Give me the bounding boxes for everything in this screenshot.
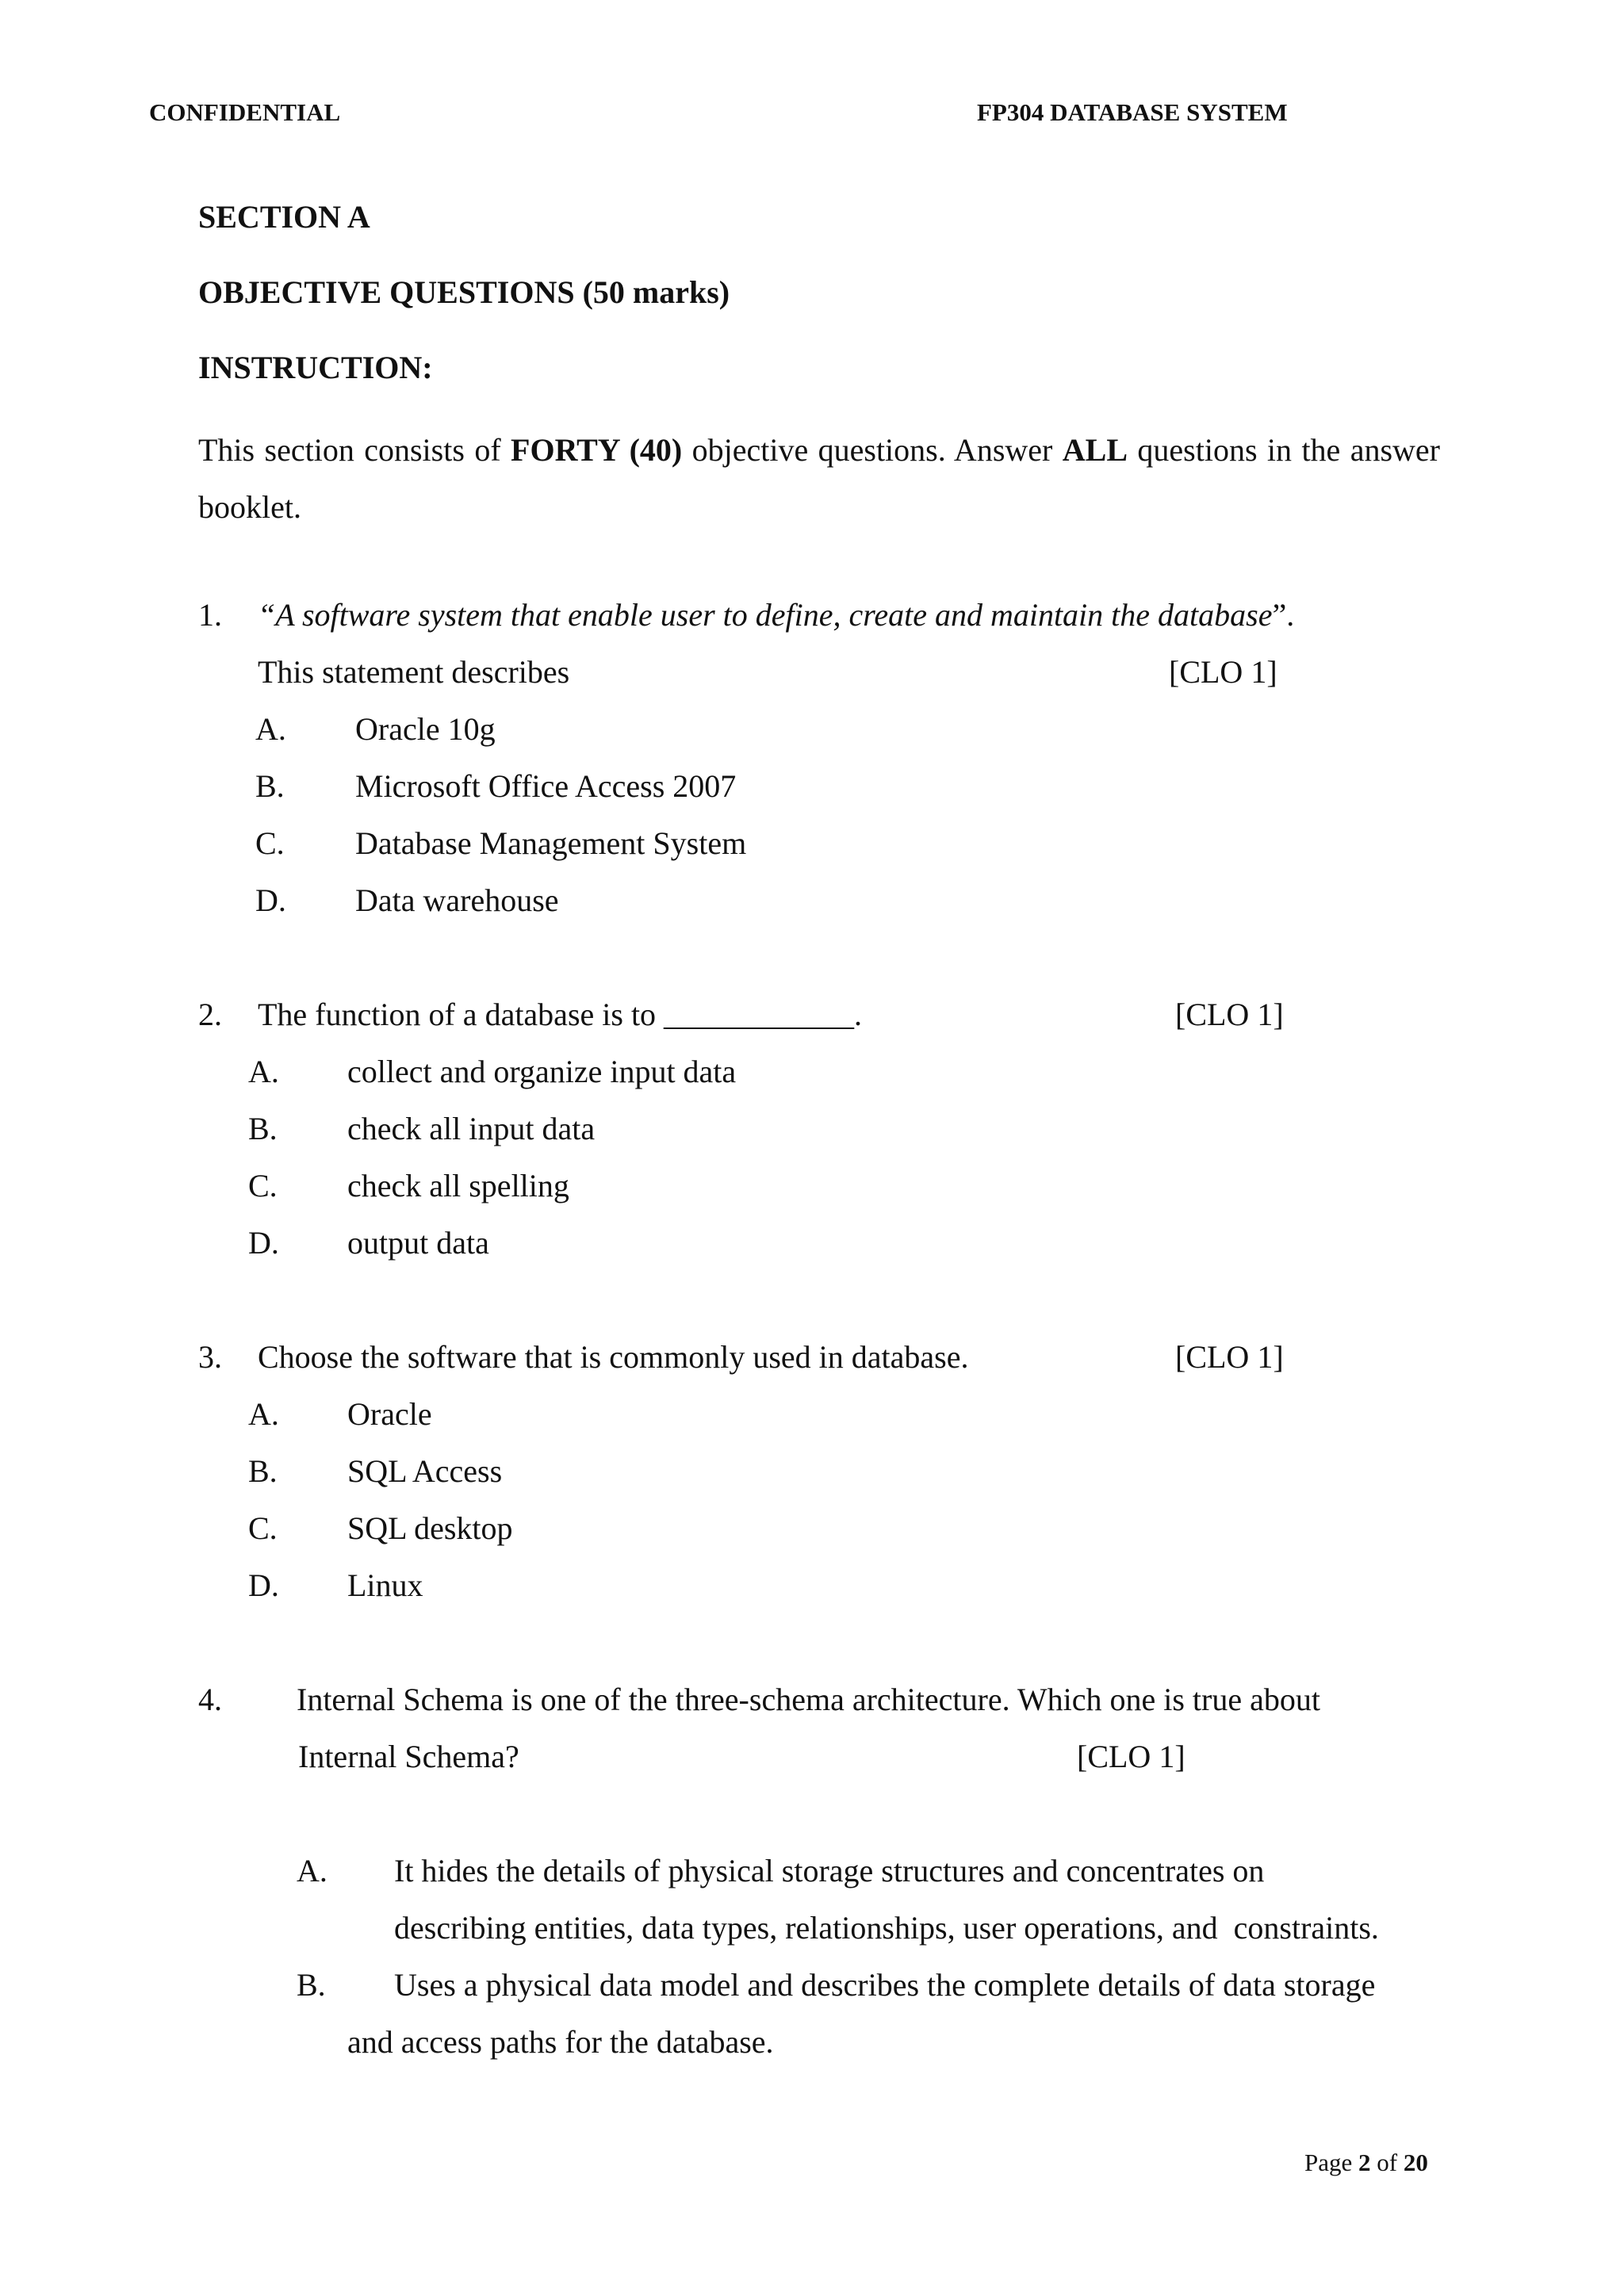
option-letter: A. [255, 711, 286, 747]
clo-tag: [CLO 1] [1175, 997, 1284, 1032]
option-letter: D. [248, 1225, 279, 1261]
option-text: Oracle 10g [355, 711, 496, 747]
option-letter: A. [248, 1396, 279, 1432]
option-letter: B. [248, 1111, 278, 1146]
option-text-line2: describing entities, data types, relationships, user operations, and constraints. [394, 1910, 1379, 1946]
section-title: SECTION A [198, 199, 370, 235]
option-text: Linux [347, 1567, 423, 1603]
option-letter: C. [248, 1168, 278, 1203]
option-text: SQL desktop [347, 1510, 513, 1546]
question-stem-line2: Internal Schema? [298, 1739, 519, 1774]
option-letter: D. [248, 1567, 279, 1603]
option-letter: D. [255, 882, 286, 918]
question-stem: The function of a database is to ____________. [258, 997, 863, 1032]
option-letter: A. [297, 1853, 327, 1888]
option-text: SQL Access [347, 1453, 503, 1489]
option-letter: B. [297, 1967, 326, 2003]
option-text: Database Management System [355, 825, 747, 861]
option-text: collect and organize input data [347, 1054, 737, 1089]
option-text: Data warehouse [355, 882, 559, 918]
clo-tag: [CLO 1] [1175, 1339, 1284, 1375]
option-letter: B. [248, 1453, 278, 1489]
instruction-label: INSTRUCTION: [198, 350, 433, 385]
question-number: 2. [198, 997, 222, 1032]
option-text: output data [347, 1225, 489, 1261]
question-quote: “A software system that enable user to define, create and maintain the database”. [258, 597, 1295, 633]
option-text-line1: Uses a physical data model and describes the complete details of data storage [394, 1967, 1376, 2003]
question-number: 1. [198, 597, 222, 633]
option-text: check all input data [347, 1111, 596, 1146]
clo-tag: [CLO 1] [1169, 654, 1277, 690]
header-course-title: FP304 DATABASE SYSTEM [977, 98, 1288, 126]
question-stem-line1: Internal Schema is one of the three-schema architecture. Which one is true about [297, 1682, 1320, 1717]
section-subtitle: OBJECTIVE QUESTIONS (50 marks) [198, 274, 730, 310]
instruction-text: This section consists of FORTY (40) objective questions. Answer ALL questions in the answer booklet. [198, 432, 1440, 525]
question-number: 4. [198, 1682, 222, 1717]
question-stem: This statement describes [258, 654, 570, 690]
option-text: Microsoft Office Access 2007 [355, 768, 737, 804]
question-stem: Choose the software that is commonly used in database. [258, 1339, 969, 1375]
clo-tag: [CLO 1] [1077, 1739, 1185, 1774]
option-letter: A. [248, 1054, 279, 1089]
option-letter: C. [248, 1510, 278, 1546]
question-number: 3. [198, 1339, 222, 1375]
option-text: check all spelling [347, 1168, 569, 1203]
option-letter: C. [255, 825, 285, 861]
option-letter: B. [255, 768, 285, 804]
option-text-line2: and access paths for the database. [347, 2024, 774, 2060]
option-text: Oracle [347, 1396, 432, 1432]
header-confidential: CONFIDENTIAL [149, 98, 341, 126]
option-text-line1: It hides the details of physical storage structures and concentrates on [394, 1853, 1265, 1888]
page-number: Page 2 of 20 [1304, 2149, 1428, 2176]
